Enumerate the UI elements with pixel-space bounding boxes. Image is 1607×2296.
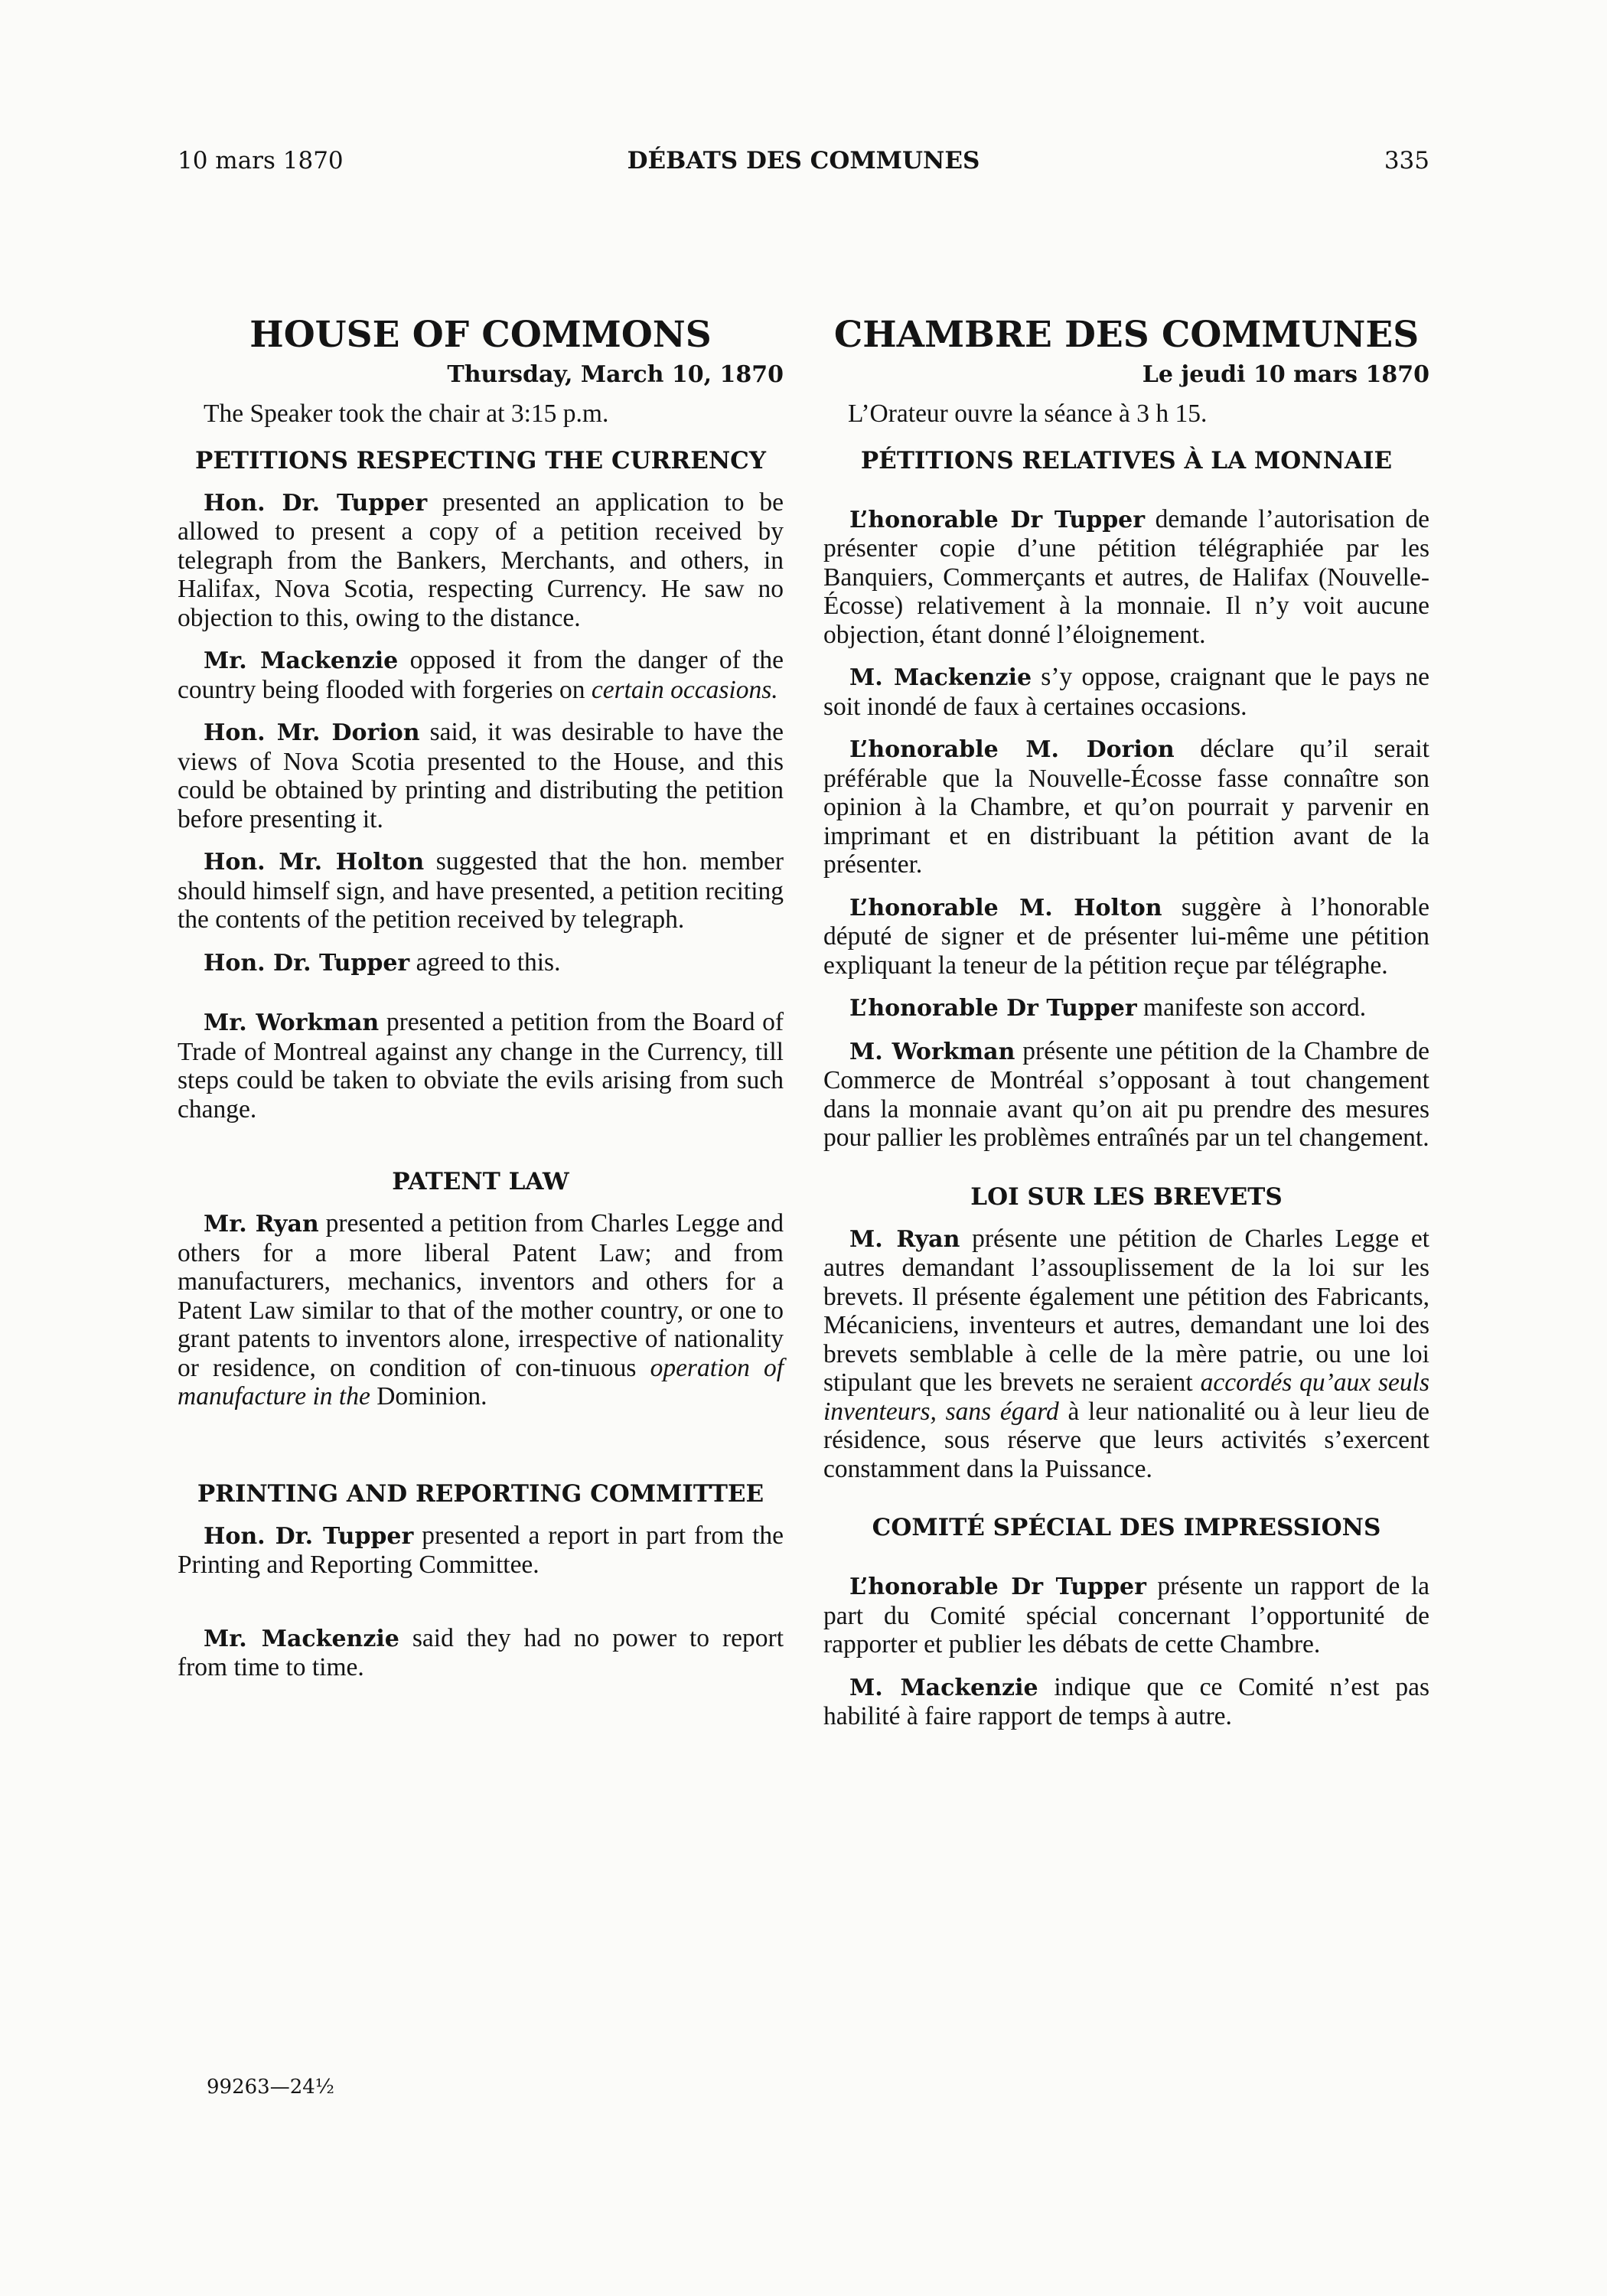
paragraph-text: suggested that the hon. member should himself sign, and have presented, a petition reciting the contents of the petition received by telegraph. — [178, 847, 784, 934]
house-title-en: HOUSE OF COMMONS — [249, 314, 712, 356]
speaker-line-fr: L’Orateur ouvre la séance à 3 h 15. — [848, 400, 1208, 428]
paragraph-dorion-fr — [823, 735, 1429, 879]
paragraph-mackenzie-opposed-fr — [823, 663, 1429, 721]
speaker-name: L’honorable M. Holton — [849, 894, 1162, 921]
paragraph-text: présente une pétition de la Chambre de Commerce de Montréal s’opposant à tout changement dans la monnaie avant qu’on ait pu prendre des mesures pour pallier les problèmes entraînés par un tel changement. — [823, 1036, 1429, 1152]
section-heading-currency-fr: PÉTITIONS RELATIVES À LA MONNAIE — [860, 446, 1393, 475]
speaker-name: L’honorable M. Dorion — [849, 736, 1175, 763]
section-heading-printing-en: PRINTING AND REPORTING COMMITTEE — [197, 1479, 764, 1508]
speaker-name: Mr. Ryan — [204, 1211, 319, 1238]
paragraph-italic-text: accordés qu’aux seuls inventeurs, sans égard — [823, 1368, 1429, 1426]
section-heading-currency-en: PETITIONS RESPECTING THE CURRENCY — [195, 446, 766, 475]
speaker-name: Mr. Mackenzie — [204, 647, 399, 674]
paragraph-tupper-report-fr — [823, 1572, 1429, 1659]
paragraph-workman-en — [178, 1008, 784, 1124]
speaker-name: M. Mackenzie — [849, 664, 1032, 691]
paragraph-text: Dominion. — [370, 1382, 487, 1411]
paragraph-tupper-application-fr — [823, 505, 1429, 650]
speaker-name: Hon. Dr. Tupper — [204, 1522, 414, 1550]
speaker-name: L’honorable Dr Tupper — [849, 1574, 1146, 1600]
speaker-name: L’honorable Dr Tupper — [849, 995, 1137, 1022]
house-title-fr: CHAMBRE DES COMMUNES — [833, 314, 1420, 356]
spacer — [178, 1593, 784, 1624]
paragraph-tupper-report-en — [178, 1521, 784, 1580]
paragraph-text: présente une pétition de Charles Legge et autres demandant l’assouplissement de la loi sur les brevets. Il présente également une pétition des Fabricants, Mécaniciens, inventeurs et autres, demandant une loi des brevets semblable à celle de la mère patrie, ou une loi stipulant que les brevets ne seraient — [823, 1224, 1429, 1397]
paragraph-text: à leur nationalité ou à leur lieu de résidence, sous réserve que leurs activités s’exercent constamment dans la Puissance. — [823, 1397, 1429, 1483]
paragraph-mackenzie-power-en — [178, 1624, 784, 1682]
paragraph-mackenzie-power-fr — [823, 1673, 1429, 1731]
running-head-title: DÉBATS DES COMMUNES — [627, 147, 980, 174]
speaker-line-en: The Speaker took the chair at 3:15 p.m. — [204, 400, 609, 428]
paragraph-ryan-fr — [823, 1225, 1429, 1484]
running-head — [178, 147, 1429, 178]
english-column — [178, 312, 784, 1696]
spacer — [823, 1166, 1429, 1183]
paragraph-text: opposed it from the danger of the country being flooded with forgeries on — [178, 646, 784, 704]
paragraph-text: presented a petition from the Board of Trade of Montreal against any change in the Currency, till steps could be taken to obviate the evils arising from such change. — [178, 1008, 784, 1124]
paragraph-text: presented a petition from Charles Legge and others for a more liberal Patent Law; and from manufacturers, mechanics, inventors and others for a Patent Law similar to that of the mother country, or one to grant patents to inventors alone, irrespective of nationality or residence, on condition of con-tinuous — [178, 1209, 784, 1382]
paragraph-tupper-agreed-fr — [823, 993, 1429, 1023]
paragraph-workman-fr — [823, 1037, 1429, 1153]
paragraph-dorion-en — [178, 718, 784, 833]
spacer — [178, 991, 784, 1008]
speaker-name: L’honorable Dr Tupper — [849, 506, 1146, 533]
dateline-en: Thursday, March 10, 1870 — [447, 361, 784, 388]
speaker-name: M. Ryan — [849, 1225, 960, 1253]
paragraph-text: manifeste son accord. — [1136, 993, 1367, 1022]
spacer — [178, 1425, 784, 1480]
paragraph-italic-text: certain occasions. — [591, 675, 778, 704]
paragraph-ryan-en — [178, 1209, 784, 1411]
section-heading-patent-fr: LOI SUR LES BREVETS — [970, 1182, 1283, 1211]
paragraph-text: s’y oppose, craignant que le pays ne soit inondé de faux à certaines occasions. — [823, 663, 1430, 721]
page-number: 335 — [1384, 147, 1429, 174]
speaker-name: Hon. Mr. Dorion — [204, 719, 420, 746]
speaker-name: Hon. Dr. Tupper — [204, 949, 410, 977]
french-column — [823, 312, 1429, 1745]
paragraph-text: déclare qu’il serait préférable que la Nouvelle-Écosse fasse connaître son opinion à la Chambre, et qu’on pourrait y parvenir en imprimant et en distribuant la pétition avant de la présenter. — [823, 735, 1429, 879]
spacer — [178, 1137, 784, 1168]
printer-reference: 99263—24½ — [207, 2076, 334, 2099]
paragraph-text: said, it was desirable to have the views of Nova Scotia presented to the House, and this could be obtained by printing and distributing the petition before presenting it. — [178, 718, 784, 833]
section-heading-printing-fr: COMITÉ SPÉCIAL DES IMPRESSIONS — [872, 1514, 1381, 1541]
paragraph-text: demande l’autorisation de présenter copie d’une pétition télégraphiée par les Banquiers, Commerçants et autres, de Halifax (Nouvelle-Écosse) relativement à la monnaie. Il n’y voit aucune objection, étant donné l’éloignement. — [823, 504, 1429, 649]
spacer — [823, 1555, 1429, 1572]
speaker-name: M. Workman — [849, 1038, 1015, 1065]
paragraph-text: presented a report in part from the Printing and Reporting Committee. — [178, 1521, 784, 1579]
paragraph-text: suggère à l’honorable député de signer et de présenter lui-même une pétition expliquant la teneur de la pétition reçue par télégraphe. — [823, 892, 1429, 980]
paragraph-text: présente un rapport de la part du Comité spécial concernant l’opportunité de rapporter et publier les débats de cette Chambre. — [823, 1572, 1429, 1658]
running-head-date: 10 mars 1870 — [178, 147, 344, 174]
spacer — [823, 488, 1429, 505]
speaker-name: Mr. Mackenzie — [204, 1625, 399, 1652]
speaker-name: Mr. Workman — [204, 1009, 380, 1036]
dateline-fr: Le jeudi 10 mars 1870 — [1142, 361, 1429, 388]
paragraph-tupper-agreed-en — [178, 948, 784, 978]
paragraph-holton-en — [178, 847, 784, 934]
section-heading-patent-en: PATENT LAW — [392, 1168, 569, 1195]
speaker-name: Hon. Dr. Tupper — [204, 489, 428, 517]
speaker-name: Hon. Mr. Holton — [204, 849, 425, 876]
paragraph-mackenzie-opposed-en — [178, 646, 784, 704]
speaker-name: M. Mackenzie — [849, 1674, 1038, 1701]
paragraph-text: indique que ce Comité n’est pas habilité à faire rapport de temps à autre. — [823, 1672, 1429, 1730]
paragraph-text: agreed to this. — [409, 947, 561, 977]
paragraph-text: presented an application to be allowed to present a copy of a petition received by telegraph from the Bankers, Merchants, and others, in Halifax, Nova Scotia, respecting Currency. He saw no objection to this, owing to the distance. — [178, 488, 784, 632]
paragraph-text: said they had no power to report from time to time. — [178, 1623, 784, 1681]
paragraph-italic-text: operation of manufacture in the — [178, 1353, 784, 1411]
paragraph-holton-fr — [823, 893, 1429, 980]
spacer — [823, 1497, 1429, 1514]
paragraph-tupper-application-en — [178, 488, 784, 633]
